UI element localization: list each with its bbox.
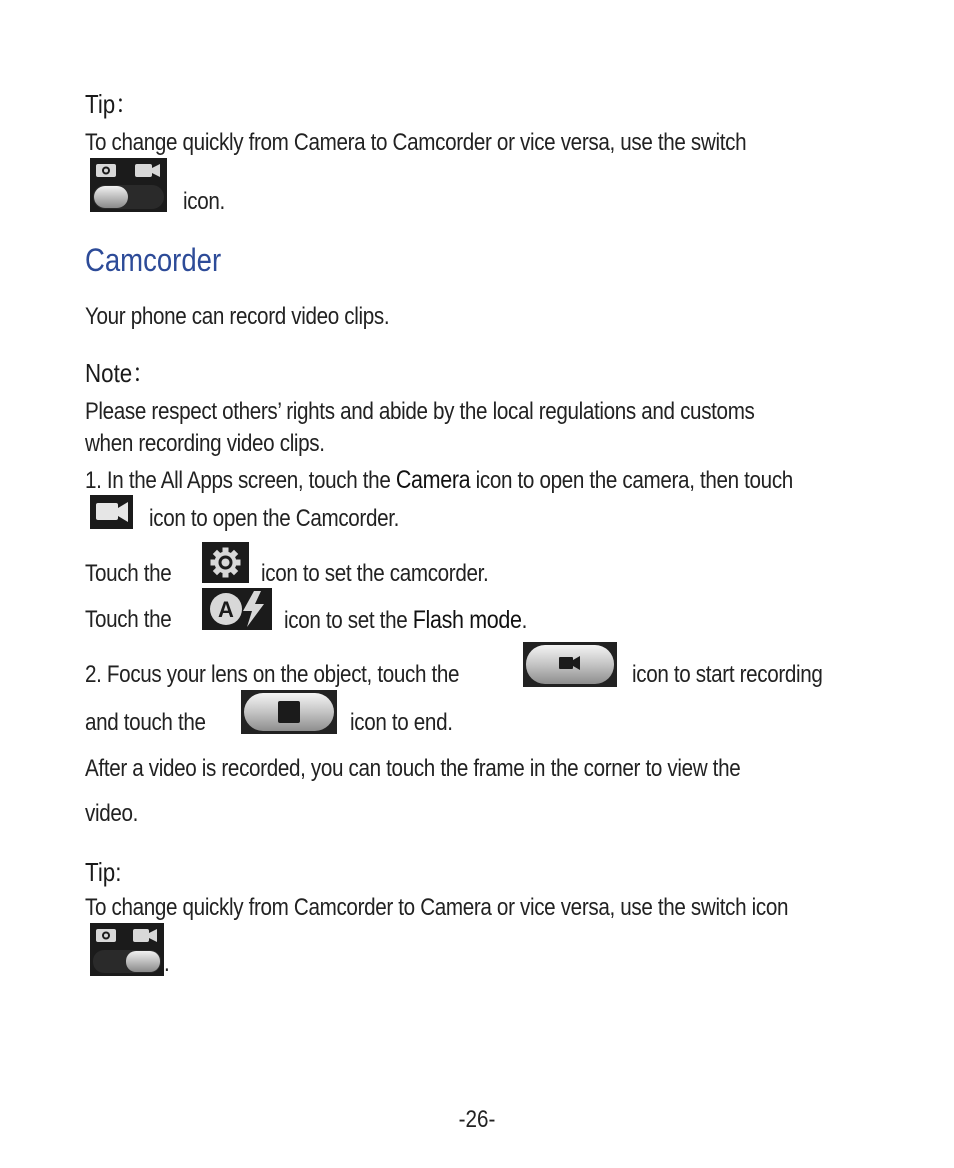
page-number: -26-	[458, 1106, 496, 1133]
settings-text: icon to set the camcorder.	[261, 560, 489, 587]
step2-line2-pre: and touch the	[85, 709, 206, 736]
gear-icon	[202, 542, 249, 583]
tip-icon-caption: icon.	[183, 188, 225, 215]
step2-line2-post: icon to end.	[350, 709, 453, 736]
camcorder-icon	[90, 495, 133, 529]
note-heading: Note：	[85, 358, 155, 388]
step1-text-post: icon to open the camera, then touch	[470, 467, 793, 494]
flash-text-pre: icon to set the	[284, 607, 413, 634]
tip-text: To change quickly from Camera to Camcorder or vice versa, use the switch	[85, 129, 747, 156]
note-text-line2: when recording video clips.	[85, 430, 325, 457]
section-title: Camcorder	[85, 242, 222, 278]
flash-text	[284, 606, 527, 635]
camera-camcorder-switch-icon	[90, 158, 167, 212]
after-text-line1: After a video is recorded, you can touch the frame in the corner to view the	[85, 755, 741, 782]
tip2-heading: Tip:	[85, 857, 122, 887]
tip2-text: To change quickly from Camcorder to Camera or vice versa, use the switch icon	[85, 894, 789, 921]
step1-line1	[85, 466, 793, 495]
note-text-line1: Please respect others’ rights and abide by the local regulations and customs	[85, 398, 755, 425]
step1-line2: icon to open the Camcorder.	[149, 505, 400, 532]
after-text-line2: video.	[85, 800, 139, 827]
flash-auto-icon	[202, 588, 272, 630]
settings-prefix: Touch the	[85, 560, 172, 587]
record-button-icon	[523, 642, 617, 687]
tip-heading: Tip：	[85, 89, 138, 119]
section-intro: Your phone can record video clips.	[85, 303, 390, 330]
flash-prefix: Touch the	[85, 606, 172, 633]
step2-text-post: icon to start recording	[632, 661, 823, 688]
flash-text-post: .	[521, 607, 528, 634]
flash-mode-keyword: Flash mode	[412, 606, 522, 634]
tip2-icon-caption: .	[164, 950, 170, 977]
camcorder-camera-switch-icon	[90, 923, 164, 976]
step1-text-pre: 1. In the All Apps screen, touch the	[85, 467, 396, 494]
stop-button-icon	[241, 690, 337, 734]
svg-text:A: A	[218, 597, 234, 622]
camera-keyword: Camera	[395, 466, 471, 494]
step2-text-pre: 2. Focus your lens on the object, touch the	[85, 661, 460, 688]
